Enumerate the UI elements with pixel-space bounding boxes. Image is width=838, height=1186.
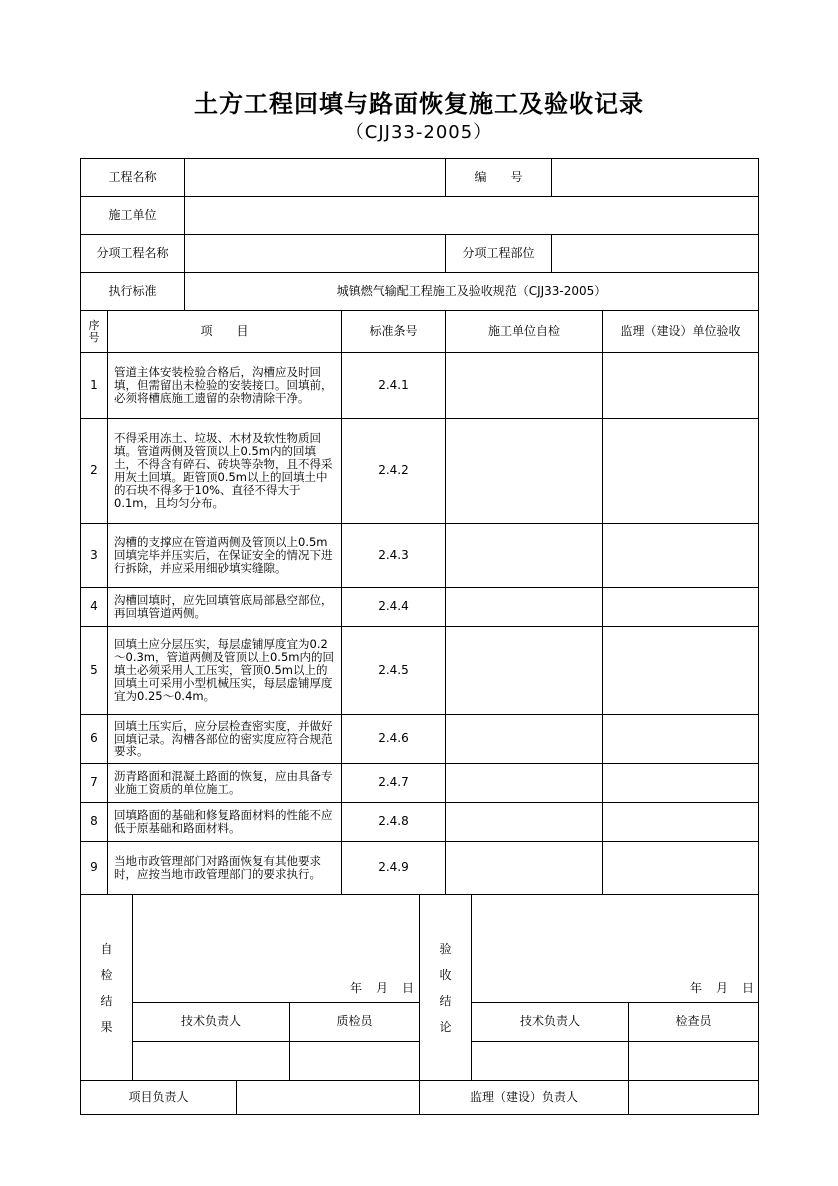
column-clause: 标准条号 <box>369 323 418 338</box>
project-manager-signature[interactable] <box>237 1081 419 1115</box>
row-self-check-field[interactable] <box>446 627 602 714</box>
row-self-check-field[interactable] <box>446 842 602 894</box>
row-supervision-field[interactable] <box>603 764 758 802</box>
row-seq: 2 <box>90 463 98 478</box>
inspector-signature[interactable] <box>629 1042 758 1080</box>
row-self-check-field[interactable] <box>446 803 602 841</box>
sub-project-name-label: 分项工程名称 <box>96 245 169 260</box>
column-item: 项 目 <box>200 323 249 338</box>
tech-lead-right-signature[interactable] <box>472 1042 628 1080</box>
row-item: 沟槽回填时，应先回填管底局部悬空部位，再回填管道两侧。 <box>114 593 333 620</box>
sub-project-name-field[interactable] <box>185 235 445 272</box>
sub-project-part-field[interactable] <box>552 235 758 272</box>
row-supervision-field[interactable] <box>603 353 758 418</box>
number-field[interactable] <box>552 159 758 196</box>
row-clause: 2.4.2 <box>378 463 409 478</box>
row-item: 管道主体安装检验合格后，沟槽应及时回填，但需留出未检验的安装接口。回填前，必须将槽底施工遗留的杂物清除干净。 <box>114 365 333 405</box>
row-self-check-field[interactable] <box>446 419 602 523</box>
form-title: 土方工程回填与路面恢复施工及验收记录 <box>194 90 644 118</box>
supervision-lead-label: 监理（建设）负责人 <box>469 1090 578 1105</box>
row-item: 回填土应分层压实，每层虚铺厚度宜为0.2～0.3m，管道两侧及管顶以上0.5m内的回填土必须采用人工压实，管顶0.5m以上的回填土可采用小型机械压实，每层虚铺厚度宜为0.25～0.4m。 <box>114 637 334 703</box>
row-clause: 2.4.9 <box>378 860 409 875</box>
column-seq: 序号 <box>88 318 100 344</box>
row-seq: 7 <box>90 775 98 790</box>
row-self-check-field[interactable] <box>446 715 602 763</box>
row-seq: 6 <box>90 731 98 746</box>
inspector-label: 检查员 <box>675 1014 712 1029</box>
form-subtitle: （CJJ33-2005） <box>345 122 493 143</box>
row-supervision-field[interactable] <box>603 803 758 841</box>
project-manager-label: 项目负责人 <box>128 1090 189 1105</box>
row-clause: 2.4.5 <box>378 662 409 677</box>
self-check-date: 年月日 <box>350 981 429 995</box>
row-clause: 2.4.1 <box>378 377 409 392</box>
number-label: 编 号 <box>474 169 523 184</box>
self-check-result-label: 自 检 结 果 <box>100 941 113 1034</box>
quality-inspector-label: 质检员 <box>336 1014 373 1029</box>
tech-lead-right-label: 技术负责人 <box>519 1014 580 1029</box>
project-name-label: 工程名称 <box>108 169 157 184</box>
row-item: 当地市政管理部门对路面恢复有其他要求时，应按当地市政管理部门的要求执行。 <box>114 854 321 881</box>
tech-lead-left-signature[interactable] <box>133 1042 289 1080</box>
row-item: 沟槽的支撑应在管道两侧及管顶以上0.5m回填完毕并压实后，在保证安全的情况下进行拆除，并应采用细砂填实缝隙。 <box>114 535 333 575</box>
project-name-field[interactable] <box>185 159 445 196</box>
row-supervision-field[interactable] <box>603 715 758 763</box>
row-supervision-field[interactable] <box>603 524 758 587</box>
row-seq: 9 <box>90 860 98 875</box>
sub-project-part-label: 分项工程部位 <box>462 245 535 260</box>
row-clause: 2.4.4 <box>378 599 409 614</box>
row-item: 沥青路面和混凝土路面的恢复，应由具备专业施工资质的单位施工。 <box>114 769 333 796</box>
row-clause: 2.4.8 <box>378 814 409 829</box>
row-clause: 2.4.7 <box>378 775 409 790</box>
row-self-check-field[interactable] <box>446 353 602 418</box>
supervision-lead-signature[interactable] <box>629 1081 758 1115</box>
row-self-check-field[interactable] <box>446 588 602 626</box>
row-self-check-field[interactable] <box>446 764 602 802</box>
row-supervision-field[interactable] <box>603 627 758 714</box>
standard-label: 执行标准 <box>108 283 157 298</box>
row-clause: 2.4.6 <box>378 731 409 746</box>
standard-value: 城镇燃气输配工程施工及验收规范（CJJ33-2005） <box>336 283 607 298</box>
row-item: 回填土压实后，应分层检查密实度，并做好回填记录。沟槽各部位的密实度应符合规范要求。 <box>114 718 333 759</box>
acceptance-conclusion-label: 验 收 结 论 <box>439 941 452 1034</box>
row-seq: 5 <box>90 662 98 677</box>
construction-unit-field[interactable] <box>185 197 758 234</box>
tech-lead-left-label: 技术负责人 <box>180 1014 241 1029</box>
construction-unit-label: 施工单位 <box>108 207 157 222</box>
row-seq: 3 <box>90 547 98 562</box>
row-supervision-field[interactable] <box>603 419 758 523</box>
row-self-check-field[interactable] <box>446 524 602 587</box>
row-seq: 4 <box>90 599 98 614</box>
column-supervision: 监理（建设）单位验收 <box>620 323 741 338</box>
quality-inspector-signature[interactable] <box>290 1042 419 1080</box>
row-item: 不得采用冻土、垃圾、木材及软性物质回填。管道两侧及管顶以上0.5m内的回填土，不得含有碎石、砖块等杂物，且不得采用灰土回填。距管顶0.5m以上的回填土中的石块不得多于10%、直径不得大于0.1m，且均匀分布。 <box>114 431 333 510</box>
row-seq: 8 <box>90 814 98 829</box>
row-item: 回填路面的基础和修复路面材料的性能不应低于原基础和路面材料。 <box>114 808 333 835</box>
column-self-check: 施工单位自检 <box>487 323 560 338</box>
acceptance-date: 年月日 <box>690 981 769 995</box>
row-supervision-field[interactable] <box>603 842 758 894</box>
row-clause: 2.4.3 <box>378 547 409 562</box>
row-seq: 1 <box>90 377 98 392</box>
row-supervision-field[interactable] <box>603 588 758 626</box>
